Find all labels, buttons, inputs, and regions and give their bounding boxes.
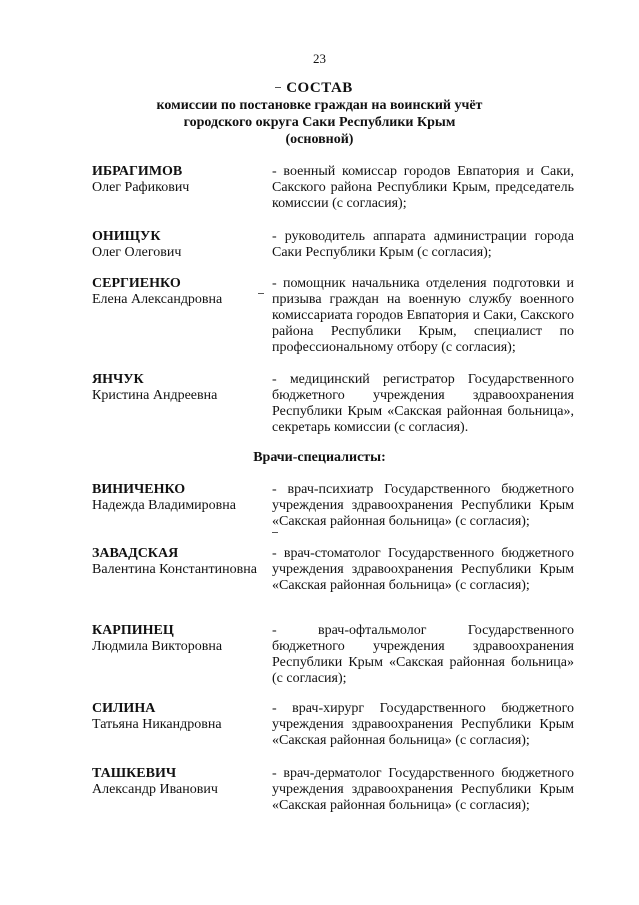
specialist-given-name: Александр Иванович — [92, 782, 218, 797]
member-surname: ИБРАГИМОВ — [92, 164, 183, 179]
scan-mark — [275, 87, 281, 88]
title-line-3: (основной) — [285, 132, 354, 147]
scan-mark — [258, 293, 264, 294]
specialist-given-name: Надежда Владимировна — [92, 498, 236, 513]
page-number: 23 — [313, 51, 326, 66]
title-line-2: городского округа Саки Республики Крым — [183, 115, 456, 130]
specialist-surname: ТАШКЕВИЧ — [92, 766, 177, 781]
specialist-role: - врач-офтальмолог Государственного бюджетного учреждения здравоохранения Республики Крым «Сакская районная больница» (с согласия); — [272, 623, 574, 686]
specialist-surname: СИЛИНА — [92, 701, 156, 716]
member-role: - помощник начальника отделения подготовки и призыва граждан на военную службу военного комиссариата городов Евпатория и Саки, Сакского района Республики Крым, специалист по профессиональному отбору (с согласия); — [272, 276, 574, 355]
document-title — [0, 80, 639, 148]
title-line-1: комиссии по постановке граждан на воинский учёт — [156, 98, 483, 113]
member-given-name: Кристина Андреевна — [92, 388, 218, 403]
member-given-name: Елена Александровна — [92, 292, 223, 307]
member-surname: ЯНЧУК — [92, 372, 144, 387]
section-heading: Врачи-специалисты: — [253, 450, 386, 465]
specialist-role: - врач-стоматолог Государственного бюджетного учреждения здравоохранения Республики Крым «Сакская районная больница» (с согласия); — [272, 546, 574, 593]
specialist-role: - врач-психиатр Государственного бюджетного учреждения здравоохранения Республики Крым «Сакская районная больница» (с согласия); — [272, 482, 574, 529]
specialist-surname: ВИНИЧЕНКО — [92, 482, 186, 497]
member-role: - руководитель аппарата администрации города Саки Республики Крым (с согласия); — [272, 229, 574, 260]
specialist-role: - врач-хирург Государственного бюджетного учреждения здравоохранения Республики Крым «Сакская районная больница» (с согласия); — [272, 701, 574, 748]
specialist-given-name: Людмила Викторовна — [92, 639, 223, 654]
specialist-surname: КАРПИНЕЦ — [92, 623, 174, 638]
member-surname: ОНИЩУК — [92, 229, 161, 244]
title-main: СОСТАВ — [286, 80, 353, 96]
specialist-given-name: Татьяна Никандровна — [92, 717, 222, 732]
member-given-name: Олег Рафикович — [92, 180, 190, 195]
member-role: - медицинский регистратор Государственного бюджетного учреждения здравоохранения Республики Крым «Сакская районная больница», секретарь комиссии (с согласия). — [272, 372, 574, 435]
specialist-surname: ЗАВАДСКАЯ — [92, 546, 179, 561]
scan-mark — [272, 532, 278, 533]
specialist-given-name: Валентина Константиновна — [92, 562, 257, 577]
member-role: - военный комиссар городов Евпатория и Саки, Сакского района Республики Крым, председатель комиссии (с согласия); — [272, 164, 574, 211]
member-given-name: Олег Олегович — [92, 245, 182, 260]
specialist-role: - врач-дерматолог Государственного бюджетного учреждения здравоохранения Республики Крым «Сакская районная больница» (с согласия); — [272, 766, 574, 813]
member-surname: СЕРГИЕНКО — [92, 276, 181, 291]
